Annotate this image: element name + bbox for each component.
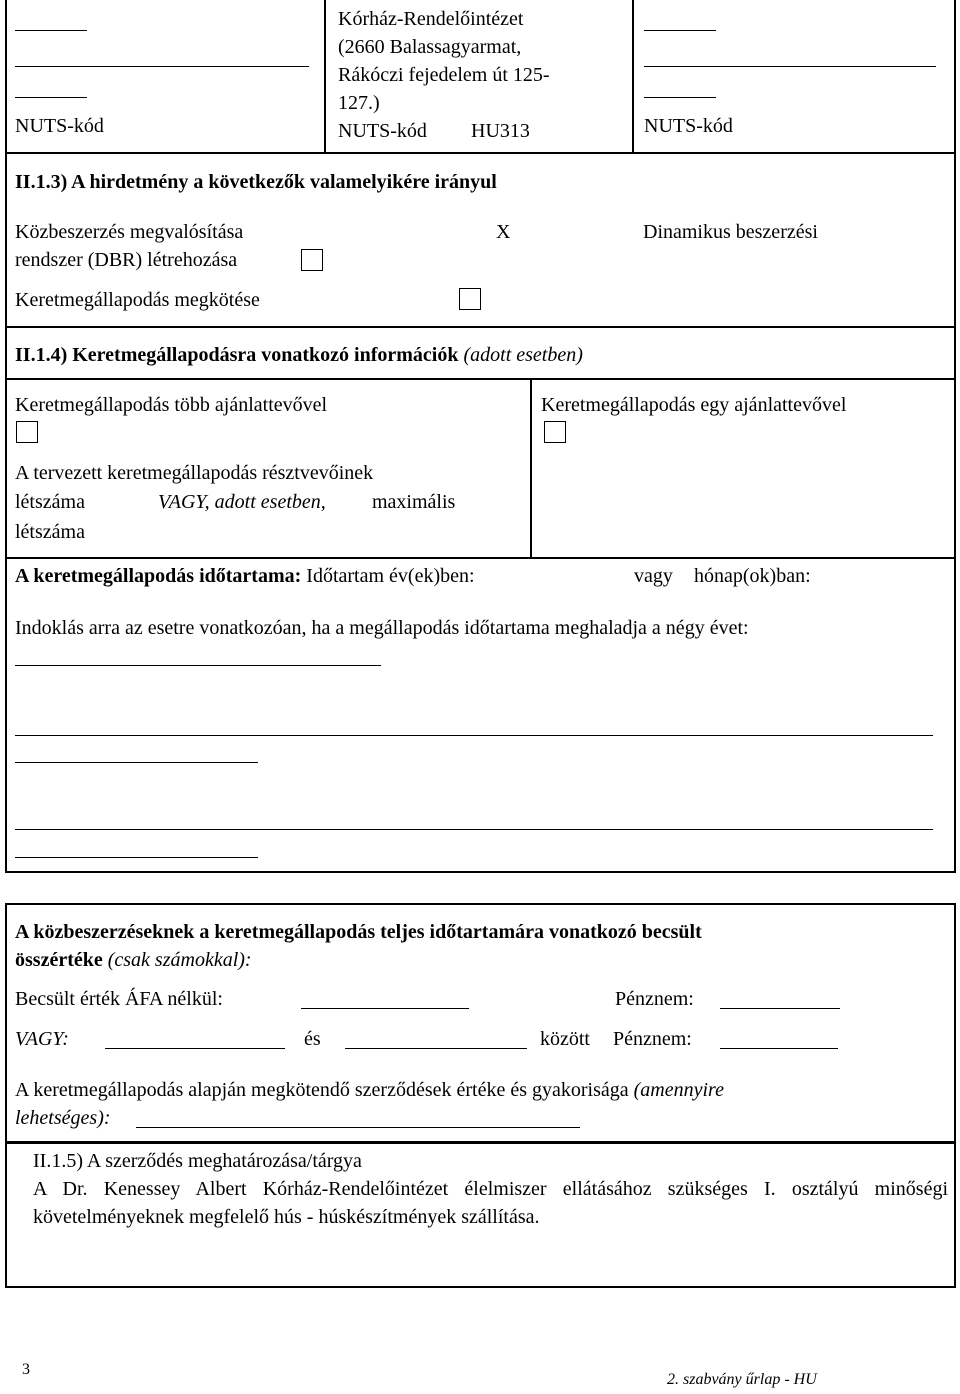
justification-line-1[interactable] (15, 665, 381, 666)
nuts-mid-label: NUTS-kód (338, 120, 427, 142)
duration-or: vagy (634, 565, 673, 587)
s114-left-title: Keretmegállapodás több ajánlattevővel (15, 394, 328, 416)
address-text: Kórház-Rendelőintézet (2660 Balassagyarmat, Rákóczi fejedelem út 125- 127.) (338, 8, 550, 114)
value-heading-line2 (15, 946, 252, 974)
duration-years-label: Időtartam év(ek)ben: (306, 565, 475, 587)
justification-line-5[interactable] (15, 857, 258, 858)
currency2-label: Pénznem: (613, 1028, 692, 1050)
s114-heading (15, 341, 583, 369)
participants-word1: létszáma (15, 491, 85, 513)
duration-row (15, 562, 475, 590)
s114-heading-border (5, 378, 956, 380)
s114-heading-italic: (adott esetben) (463, 344, 583, 366)
estimated-label: Becsült érték ÁFA nélkül: (15, 988, 223, 1010)
contracts-line2: lehetséges): (15, 1107, 111, 1129)
and-label: és (304, 1028, 321, 1050)
nuts-left-line-3 (15, 97, 87, 98)
justification-line-3[interactable] (15, 762, 258, 763)
s113-opt3: Keretmegállapodás megkötése (15, 289, 260, 311)
top-divider-1 (324, 0, 326, 152)
s113-opt1: Közbeszerzés megvalósítása (15, 221, 244, 243)
s113-bottom-border (5, 326, 956, 328)
s114-heading-bold: II.1.4) Keretmegállapodásra vonatkozó információk (15, 344, 459, 366)
outer-right-border (954, 0, 956, 872)
participants-line1: A tervezett keretmegállapodás résztvevőinek (15, 462, 374, 484)
contracts-line1 (15, 1076, 724, 1104)
nuts-left-label: NUTS-kód (15, 115, 104, 137)
justification-line-2[interactable] (15, 735, 933, 736)
value-heading-italic: (csak számokkal): (107, 949, 252, 971)
contracts-field[interactable] (136, 1127, 580, 1128)
nuts-mid-code: HU313 (471, 120, 530, 142)
justification-text: Indoklás arra az esetre vonatkozóan, ha a megállapodás időtartama meghaladja a négy évet: (15, 617, 749, 639)
duration-months-label: hónap(ok)ban: (694, 565, 811, 587)
contracts-text: A keretmegállapodás alapján megkötendő szerződések értéke és gyakorisága (15, 1079, 629, 1101)
top-divider-2 (632, 0, 634, 152)
contracts-italic: (amennyire (633, 1079, 724, 1101)
range-max-field[interactable] (345, 1048, 527, 1049)
top-area-bottom (5, 871, 956, 873)
s113-heading: II.1.3) A hirdetmény a következők valamelyikére irányul (15, 171, 497, 193)
s115-heading: II.1.5) A szerződés meghatározása/tárgya (33, 1150, 362, 1172)
participants-or: VAGY, adott esetben, (158, 491, 326, 513)
participants-line3: létszáma (15, 521, 85, 543)
nuts-right-line-2 (644, 66, 936, 67)
top-bottom-border (5, 152, 956, 154)
s114-table-bottom (5, 557, 956, 559)
between-label: között (540, 1028, 590, 1050)
framework-checkbox[interactable] (459, 288, 481, 310)
justification-line-4[interactable] (15, 829, 933, 830)
currency1-label: Pénznem: (615, 988, 694, 1010)
form-name: 2. szabvány űrlap - HU (667, 1371, 817, 1388)
dbr-checkbox[interactable] (301, 249, 323, 271)
duration-label: A keretmegállapodás időtartama: (15, 565, 302, 587)
range-min-field[interactable] (105, 1048, 285, 1049)
multi-tenderer-checkbox[interactable] (16, 421, 38, 443)
s113-opt2-line1: Dinamikus beszerzési (643, 221, 818, 243)
estimated-value-field[interactable] (301, 1008, 469, 1009)
value-heading-line1: A közbeszerzéseknek a keretmegállapodás teljes időtartamára vonatkozó becsült (15, 921, 702, 943)
s113-opt2-line2: rendszer (DBR) létrehozása (15, 249, 238, 271)
s114-right-title: Keretmegállapodás egy ajánlattevővel (541, 394, 847, 416)
nuts-right-label: NUTS-kód (644, 115, 733, 137)
currency2-field[interactable] (720, 1048, 838, 1049)
s115-description: A Dr. Kenessey Albert Kórház-Rendelőintézet élelmiszer ellátásához szükséges I. osztályú minőségi követelményeknek megfelelő hús - húskészítmények szállítása. (33, 1178, 948, 1228)
nuts-right-line-1 (644, 30, 716, 31)
s114-divider (530, 378, 532, 558)
currency1-field[interactable] (720, 1008, 840, 1009)
outer-left-border (5, 0, 7, 872)
nuts-left-line-1 (15, 30, 87, 31)
s113-opt1-mark: X (496, 221, 511, 243)
participants-max: maximális (372, 491, 456, 513)
value-heading-bold: összértéke (15, 949, 103, 971)
or-label: VAGY: (15, 1028, 69, 1050)
page-number: 3 (22, 1361, 30, 1378)
nuts-left-line-2 (15, 66, 309, 67)
single-tenderer-checkbox[interactable] (544, 421, 566, 443)
nuts-right-line-3 (644, 97, 716, 98)
